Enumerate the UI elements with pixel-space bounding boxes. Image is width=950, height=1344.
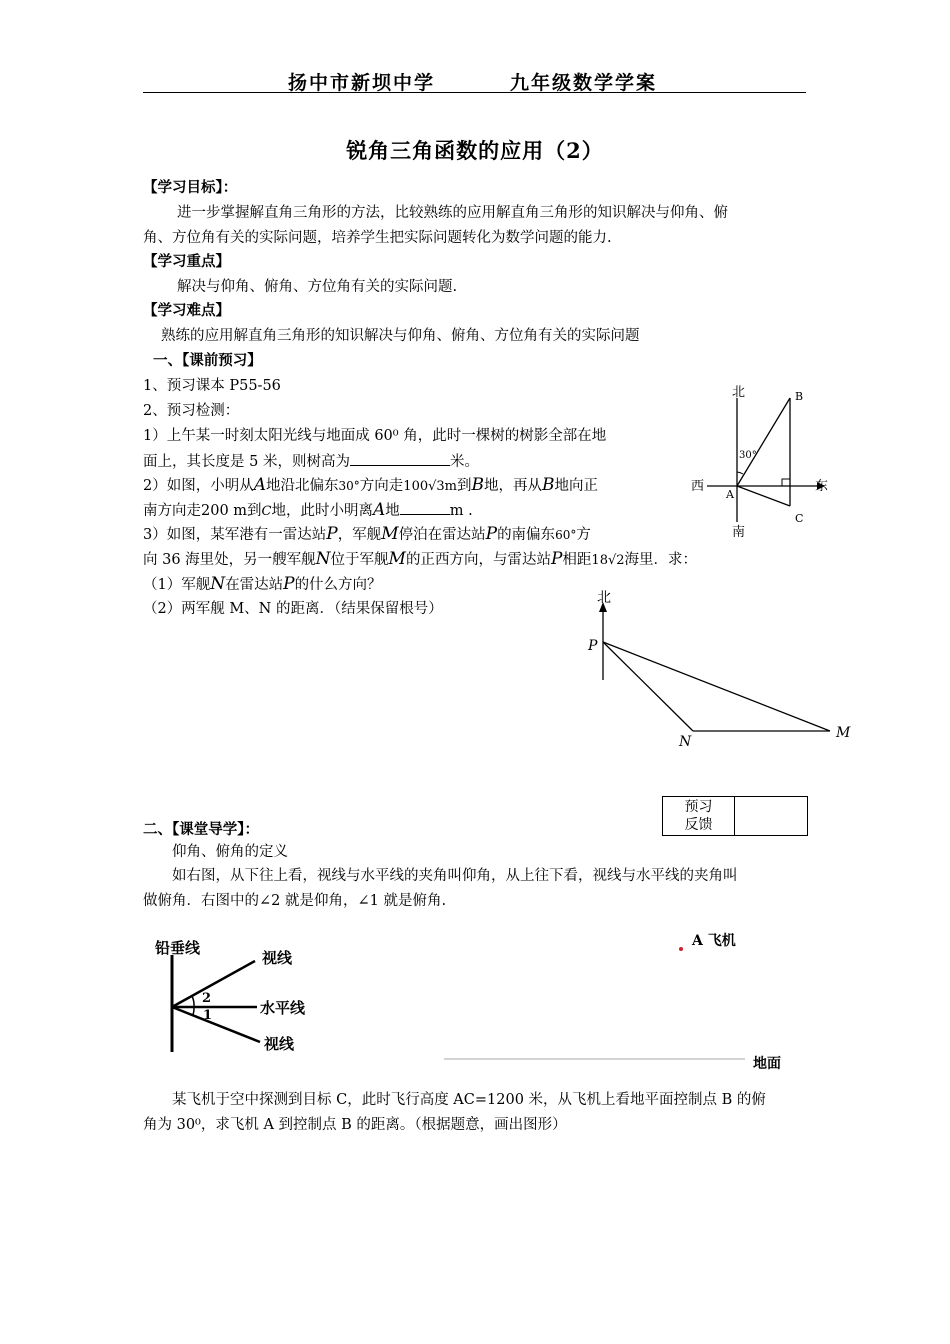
- definition-line2: 做俯角．右图中的∠2 就是仰角，∠1 就是俯角.: [143, 893, 447, 909]
- page-title: 锐角三角函数的应用（2）: [346, 138, 604, 163]
- answer-blank-tree-height[interactable]: [350, 451, 450, 466]
- question3-line1: 3）如图，某军港有一雷达站P，军舰M停泊在雷达站P的南偏东60°方: [143, 524, 591, 544]
- definition-line1: 如右图，从下往上看，视线与水平线的夹角叫仰角，从上往下看，视线与水平线的夹角叫: [172, 868, 738, 884]
- point-b-label: B: [795, 390, 804, 403]
- problem-line1: 某飞机于空中探测到目标 C，此时飞行高度 AC=1200 米，从飞机上看地平面控制点 B 的俯: [172, 1092, 766, 1108]
- sight-up-label: 视线: [262, 949, 293, 967]
- angle-1-label: 1: [203, 1008, 213, 1023]
- compass-south-label: 南: [732, 525, 746, 540]
- plane-diagram: [440, 925, 800, 1075]
- difficulties-label: 【学习难点】: [143, 302, 230, 319]
- doc-type: 九年级数学学案: [510, 72, 658, 94]
- sight-line-diagram: [150, 935, 330, 1060]
- ground-label: 地面: [753, 1056, 781, 1072]
- subquestion1: （1）军舰N在雷达站P的什么方向？: [143, 574, 382, 594]
- plane-label: A 飞机: [692, 933, 736, 949]
- classroom-heading: 二、【课堂导学】：: [143, 821, 259, 838]
- key-points-text: 解决与仰角、俯角、方位角有关的实际问题.: [177, 279, 458, 295]
- question3-line2: 向 36 海里处，另一艘军舰N位于军舰M的正西方向，与雷达站P相距18√2海里．求：: [143, 549, 698, 569]
- vertical-line-label: 铅垂线: [155, 939, 201, 957]
- feedback-label-line2: 反馈: [684, 817, 713, 833]
- point-c-label: C: [795, 512, 804, 525]
- objectives-label: 【学习目标】：: [143, 179, 238, 196]
- question1-line1: 1）上午某一时刻太阳光线与地面成 60⁰ 角，此时一棵树的树影全部在地: [143, 428, 607, 444]
- preview-heading: 一、【课前预习】: [153, 352, 262, 369]
- compass-west-label: 西: [691, 479, 705, 494]
- compass-diagram: [685, 380, 835, 545]
- feedback-label-line1: 预习: [684, 799, 713, 815]
- school-name: 扬中市新坝中学: [288, 72, 436, 94]
- preview-feedback-box: [662, 796, 808, 836]
- key-points-label: 【学习重点】: [143, 253, 230, 270]
- classroom-subheading: 仰角、俯角的定义: [172, 844, 288, 860]
- angle-30-label: 30°: [739, 450, 757, 461]
- objectives-line1: 进一步掌握解直角三角形的方法，比较熟练的应用解直角三角形的知识解决与仰角、俯: [177, 205, 728, 221]
- preview-item1: 1、预习课本 P55-56: [143, 378, 281, 394]
- page-header: [143, 68, 806, 93]
- question2-line2: 南方向走200 m到C地，此时小明离A地 m .: [143, 500, 473, 520]
- preview-item2: 2、预习检测：: [143, 403, 240, 419]
- compass-east-label: 东: [815, 479, 829, 494]
- objectives-line2: 角、方位角有关的实际问题，培养学生把实际问题转化为数学问题的能力.: [143, 230, 612, 246]
- ships-north-label: 北: [597, 590, 611, 606]
- difficulties-text: 熟练的应用解直角三角形的知识解决与仰角、俯角、方位角有关的实际问题: [161, 328, 640, 344]
- answer-blank-distance[interactable]: [400, 500, 450, 515]
- point-a-label: A: [726, 488, 734, 501]
- point-n-label: N: [679, 734, 692, 750]
- angle-2-label: 2: [202, 991, 212, 1006]
- point-m-label: M: [836, 725, 851, 741]
- subquestion2: （2）两军舰 M、N 的距离．（结果保留根号）: [143, 601, 443, 617]
- point-p-label: P: [588, 638, 598, 654]
- ships-diagram: [585, 590, 855, 755]
- feedback-cell[interactable]: [736, 797, 807, 835]
- sight-down-label: 视线: [264, 1035, 295, 1053]
- question2-line1: 2）如图，小明从A地沿北偏东30°方向走100√3m到B地，再从B地向正: [143, 475, 598, 495]
- problem-line2: 角为 30⁰，求飞机 A 到控制点 B 的距离。（根据题意，画出图形）: [143, 1117, 567, 1133]
- question1-line2: 面上，其长度是 5 米，则树高为 米。: [143, 451, 479, 472]
- compass-north-label: 北: [732, 385, 746, 400]
- horizontal-line-label: 水平线: [260, 999, 306, 1017]
- plane-point: [679, 947, 683, 951]
